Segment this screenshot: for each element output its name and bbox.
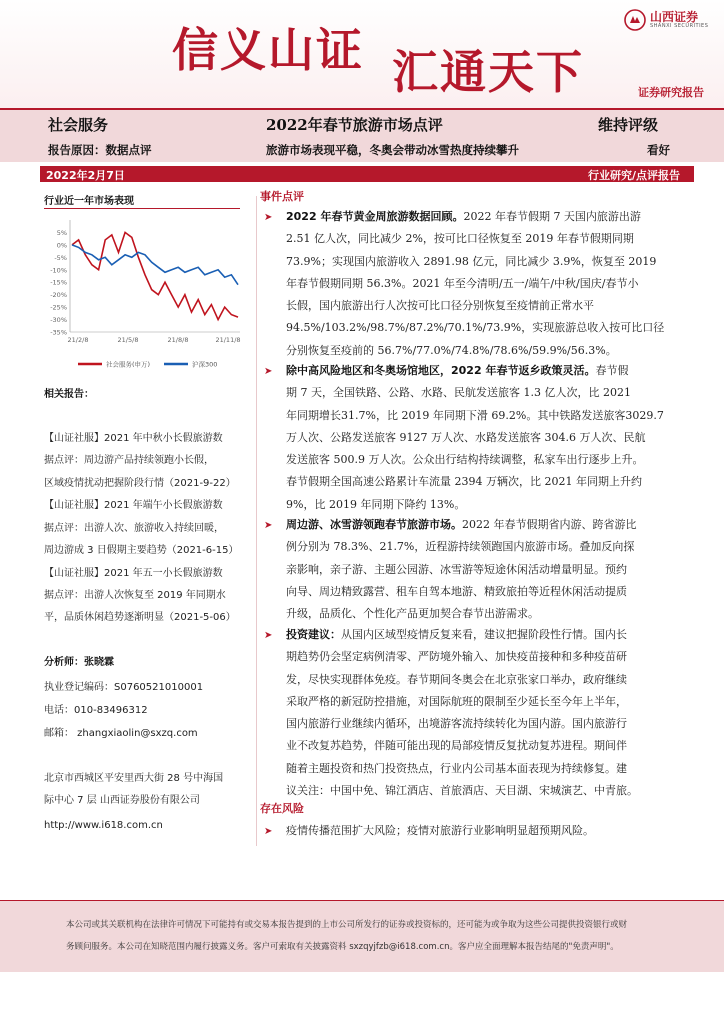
bullet-arrow-icon: ➤ — [264, 520, 273, 531]
event-item-line: 亲影响，亲子游、主题公园游、冰雪游等短途休闲活动增量明显。预约 — [286, 562, 627, 576]
footer-top-line — [0, 900, 724, 901]
event-item-line: 春节假 — [595, 364, 629, 377]
company-address-line: 际中心 7 层 山西证券股份有限公司 — [44, 795, 200, 806]
event-item-line: 9%，比 2019 年同期下降约 13%。 — [286, 497, 466, 511]
chart-series-line-1 — [72, 232, 238, 319]
event-item-2 — [286, 360, 678, 516]
chart-y-tick-label: -20% — [50, 291, 67, 300]
report-date: 2022年2月7日 — [46, 169, 125, 182]
event-item-line: 采取严格的新冠防控措施，对国际航班的限制至少延长至今年上半年， — [286, 694, 627, 708]
event-item-line: 长假，国内旅游出行人次按可比口径分别恢复至疫情前正常水平 — [286, 299, 594, 313]
chart-y-tick-label: -5% — [54, 253, 67, 262]
event-item-line: 2.51 亿人次，同比减少 2%，按可比口径恢复至 2019 年春节假期同期 — [286, 232, 634, 246]
chart-series-line-2 — [72, 245, 238, 285]
slogan-part2: 汇通天下 — [392, 45, 584, 99]
event-item-line: 年春节假期同期 56.3%。2021 年至今清明/五一/端午/中秋/国庆/春节小 — [286, 276, 639, 290]
event-item-title: 除中高风险地区和冬奥场馆地区，2022 年春节返乡政策灵活。 — [286, 364, 596, 377]
related-report-line: 区域疫情扰动把握阶段行情（2021-9-22） — [44, 478, 236, 489]
related-report-line: 据点评：周边游产品持续领跑小长假， — [44, 455, 214, 466]
report-type-tag: 证券研究报告 — [638, 86, 704, 99]
event-item-3 — [286, 514, 678, 625]
chart-x-tick-label: 21/11/8 — [215, 336, 241, 344]
chart-y-tick-label: 5% — [56, 228, 67, 237]
event-item-line: 春节假期全国高速公路累计车流量 2394 万辆次，比 2021 年同期上升约 — [286, 475, 642, 489]
company-logo — [624, 8, 718, 34]
event-item-line: 年同期增长31.7%，比 2019 年同期下滑 69.2%。其中铁路发送旅客3029.7 — [286, 408, 664, 422]
logo-english-name: SHANXI SECURITIES — [650, 23, 709, 29]
outlook-rating: 看好 — [647, 143, 670, 157]
event-item-line: 升级，品质化、个性化产品更加契合春节出游需求。 — [286, 607, 539, 621]
event-item-line: 分别恢复至疫前的 56.7%/77.0%/74.8%/78.6%/59.9%/56.3%。 — [286, 343, 617, 357]
event-item-line: 业不改复苏趋势，伴随可能出现的局部疫情反复扰动复苏进程。期间伴 — [286, 739, 627, 753]
date-bar — [40, 166, 694, 182]
chart-legend-label: 沪深300 — [192, 360, 218, 369]
risks-heading: 存在风险 — [260, 802, 304, 815]
bullet-arrow-icon: ➤ — [264, 826, 273, 837]
event-item-line: 2022 年春节假期省内游、跨省游比 — [462, 518, 637, 531]
related-report-line: 【山证社服】2021 年五一小长假旅游数 — [44, 568, 223, 579]
related-report-line: 据点评：出游人次、旅游收入持续回暖， — [44, 523, 224, 534]
events-heading: 事件点评 — [260, 190, 304, 203]
disclaimer-line: 务顾问服务。本公司在知晓范围内履行披露义务。客户可索取有关披露资料 sxzqyjfzb@i618.com.cn。客户应全面理解本报告结尾的"免责声明"。 — [66, 942, 619, 952]
event-item-line: 期趋势仍会坚定病例清零、严防境外输入、加快疫苗接种和多种疫苗研 — [286, 650, 627, 664]
event-item-line: 发，尽快实现群体免疫。春节期间冬奥会在北京张家口举办，政府继续 — [286, 672, 627, 686]
bullet-arrow-icon: ➤ — [264, 366, 273, 377]
event-item-line: 94.5%/103.2%/98.7%/87.2%/70.1%/73.9%，实现旅游总收入按可比口径 — [286, 321, 665, 335]
risk-item: 疫情传播范围扩大风险；疫情对旅游行业影响明显超预期风险。 — [286, 824, 594, 837]
related-reports-heading: 相关报告： — [44, 389, 94, 400]
related-report-line: 【山证社服】2021 年端午小长假旅游数 — [44, 500, 223, 511]
report-category: 行业研究/点评报告 — [587, 169, 680, 182]
event-item-line: 议关注：中国中免、锦江酒店、首旅酒店、天目湖、宋城演艺、中青旅。 — [286, 784, 638, 798]
event-item-line: 国内旅游行业继续内循环，出境游客流持续转化为国内游。国内旅游行 — [286, 717, 627, 731]
industry-name: 社会服务 — [48, 116, 109, 134]
chart-y-tick-label: -15% — [50, 278, 67, 287]
disclaimer-footer — [66, 914, 686, 958]
related-report-line: 据点评：出游人次恢复至 2019 年同期水 — [44, 590, 226, 601]
chart-y-tick-label: -35% — [50, 328, 67, 337]
event-item-line: 例分别为 78.3%、21.7%，近程游持续领跑国内旅游市场。叠加反向探 — [286, 540, 635, 554]
chart-y-tick-label: -10% — [50, 266, 67, 275]
bullet-arrow-icon: ➤ — [264, 212, 273, 223]
bullet-arrow-icon: ➤ — [264, 630, 273, 641]
logo-mark-icon — [624, 9, 646, 31]
event-item-line: 从国内区域型疫情反复来看，建议把握阶段性行情。国内长 — [341, 628, 627, 641]
event-item-line: 期 7 天，全国铁路、公路、水路、民航发送旅客 1.3 亿人次，比 2021 — [286, 386, 631, 400]
event-item-line: 发送旅客 500.9 万人次。公众出行结构持续调整，私家车出行逐步上升。 — [286, 453, 644, 467]
chart-y-tick-label: -30% — [50, 316, 67, 325]
chart-legend-label: 社会服务(申万) — [106, 360, 151, 369]
chart-y-tick-label: 0% — [56, 241, 67, 250]
chart-title-underline — [44, 208, 240, 209]
event-item-line: 73.9%；实现国内旅游收入 2891.98 亿元，同比减少 3.9%，恢复至 2019 — [286, 254, 657, 268]
event-item-1 — [286, 206, 678, 362]
chart-x-tick-label: 21/8/8 — [167, 336, 189, 344]
report-title: 2022年春节旅游市场点评 — [266, 116, 443, 134]
event-item-line: 随着主题投资和热门投资热点，行业内公司基本面表现为持续修复。建 — [286, 761, 627, 775]
event-item-line: 2022 年春节假期 7 天国内旅游出游 — [463, 210, 641, 223]
company-website-link[interactable]: http://www.i618.com.cn — [44, 820, 163, 831]
market-performance-chart — [44, 214, 244, 376]
related-report-line: 平，品质休闲趋势逐渐明显（2021-5-06） — [44, 612, 236, 623]
event-item-title: 2022 年春节黄金周旅游数据回顾。 — [286, 210, 464, 223]
chart-x-tick-label: 21/2/8 — [67, 336, 89, 344]
report-reason: 报告原因：数据点评 — [48, 143, 152, 157]
related-report-line: 【山证社服】2021 年中秋小长假旅游数 — [44, 433, 223, 444]
event-item-title: 投资建议： — [286, 628, 341, 641]
logo-chinese-name: 山西证券 — [650, 10, 699, 24]
analyst-email[interactable]: 邮箱： zhangxiaolin@sxzq.com — [44, 728, 198, 739]
slogan-part1: 信义山证 — [172, 23, 364, 77]
event-item-line: 万人次、公路发送旅客 9127 万人次、水路发送旅客 304.6 万人次、民航 — [286, 430, 646, 444]
title-band-top-line — [0, 108, 724, 110]
event-item-line: 向导、周边精致露营、租车自驾本地游、精致旅拍等近程休闲活动提质 — [286, 584, 627, 598]
chart-title: 行业近一年市场表现 — [44, 196, 134, 207]
analyst-cert-number: 执业登记编码：S0760521010001 — [44, 682, 204, 693]
column-divider — [256, 196, 257, 846]
chart-x-tick-label: 21/5/8 — [117, 336, 139, 344]
report-subtitle: 旅游市场表现平稳，冬奥会带动冰雪热度持续攀升 — [266, 143, 519, 157]
related-report-line: 周边游成 3 日假期主要趋势（2021-6-15） — [44, 545, 239, 556]
event-item-4 — [286, 624, 678, 802]
disclaimer-line: 本公司或其关联机构在法律许可情况下可能持有或交易本报告提到的上市公司所发行的证券或投资标的，还可能为或争取为这些公司提供投资银行或财 — [66, 920, 628, 930]
rating-label: 维持评级 — [598, 116, 659, 134]
company-address-line: 北京市西城区平安里西大街 28 号中海国 — [44, 773, 224, 784]
analyst-phone: 电话：010-83496312 — [44, 705, 148, 716]
analyst-name: 分析师：张晓霖 — [44, 657, 114, 668]
chart-y-tick-label: -25% — [50, 303, 67, 312]
event-item-title: 周边游、冰雪游领跑春节旅游市场。 — [286, 518, 462, 531]
